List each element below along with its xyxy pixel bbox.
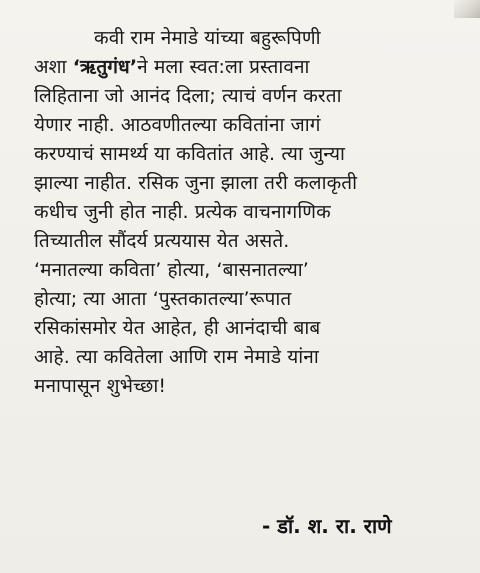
scan-edge xyxy=(454,0,480,18)
preface-line: मनापासून शुभेच्छा! xyxy=(34,375,167,397)
preface-line: लिहिताना जो आनंद दिला; त्याचं वर्णन करता xyxy=(34,85,342,107)
preface-line: कवी राम नेमाडे यांच्या बहुरूपिणी xyxy=(94,27,321,49)
signature: - डॉ. श. रा. राणे xyxy=(262,514,392,538)
preface-line-rest: ने मला स्वत:ला प्रस्तावना xyxy=(137,56,310,78)
preface-line: झाल्या नाहीत. रसिक जुना झाला तरी कलाकृती xyxy=(34,172,358,194)
preface-line xyxy=(34,53,464,82)
book-title: ‘ऋतुगंध’ xyxy=(72,56,138,78)
preface-line: आहे. त्या कवितेला आणि राम नेमाडे यांना xyxy=(34,346,319,368)
preface-line: रसिकांसमोर येत आहेत, ही आनंदाची बाब xyxy=(34,317,321,339)
preface-line: कधीच जुनी होत नाही. प्रत्येक वाचनागणिक xyxy=(34,201,331,223)
preface-line: ‘मनातल्या कविता’ होत्या, ‘बासनातल्या’ xyxy=(34,259,309,281)
preface-line-start: अशा xyxy=(34,56,73,78)
preface-line: तिच्यातील सौंदर्य प्रत्ययास येत असते. xyxy=(34,230,290,252)
preface-line: होत्या; त्या आता ‘पुस्तकातल्या’रूपात xyxy=(34,288,292,310)
preface-line: येणार नाही. आठवणीतल्या कवितांना जागं xyxy=(34,114,321,136)
preface-text xyxy=(34,24,464,401)
preface-line: करण्याचं सामर्थ्य या कवितांत आहे. त्या जुन्या xyxy=(34,143,346,165)
